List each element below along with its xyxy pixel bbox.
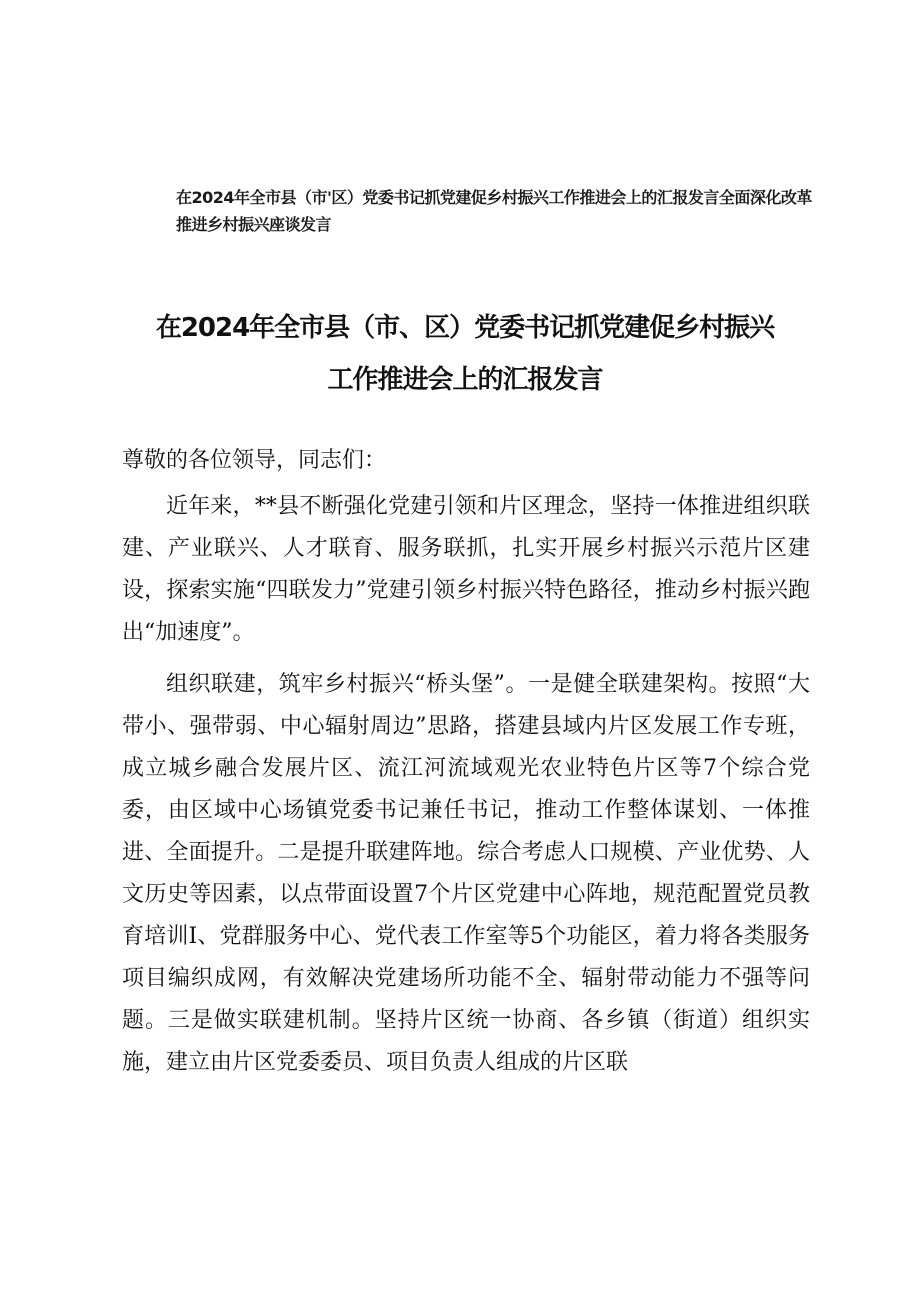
salutation: 尊敬的各位领导，同志们： bbox=[122, 448, 387, 473]
title-line-2: 工作推进会上的汇报发言 bbox=[327, 365, 603, 395]
paragraph-intro: 近年来，**县不断强化党建引领和片区理念，坚持一体推进组织联建、产业联兴、人才联育、服务联抓，扎实开展乡村振兴示范片区建设，探索实施“四联发力”党建引领乡村振兴特色路径，推动乡村振兴跑出“加速度”。 bbox=[122, 494, 810, 645]
paragraph-organization-joint-building: 组织联建，筑牢乡村振兴“桥头堡”。一是健全联建架构。按照“大带小、强带弱、中心辐射周边”思路，搭建县域内片区发展工作专班，成立城乡融合发展片区、流江河流域观光农业特色片区等7个综合党委，由区域中心场镇党委书记兼任书记，推动工作整体谋划、一体推进、全面提升。二是提升联建阵地。综合考虑人口规模、产业优势、人文历史等因素，以点带面设置7个片区党建中心阵地，规范配置党员教育培训I、党群服务中心、党代表工作室等5个功能区，着力将各类服务项目编织成网，有效解决党建场所功能不全、辐射带动能力不强等问题。三是做实联建机制。坚持片区统一协商、各乡镇（街道）组织实施，建立由片区党委委员、项目负责人组成的片区联 bbox=[122, 672, 810, 1075]
header-title: 在2024年全市县（市'区）党委书记抓党建促乡村振兴工作推进会上的汇报发言全面深化改革推进乡村振兴座谈发言 bbox=[176, 188, 812, 234]
document-body bbox=[122, 440, 810, 1094]
document-title bbox=[120, 302, 810, 406]
title-line-1: 在2024年全市县（市、区）党委书记抓党建促乡村振兴 bbox=[155, 313, 775, 343]
